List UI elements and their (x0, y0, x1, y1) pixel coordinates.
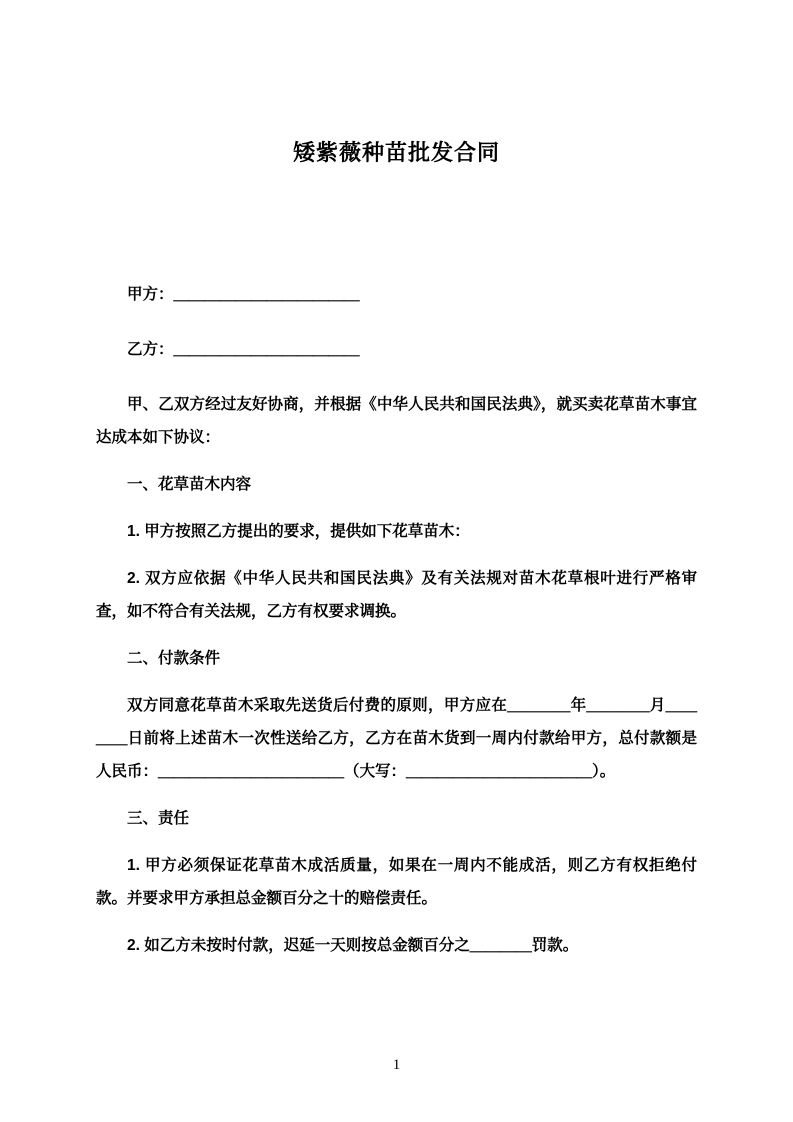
section-1-heading: 一、花草苗木内容 (127, 476, 252, 493)
section-2-body: 双方同意花草苗木采取先送货后付费的原则，甲方应在＿＿＿＿年＿＿＿＿月＿＿＿＿日前将上述苗木一次性送给乙方，乙方在苗木货到一周内付款给甲方，总付款额是人民币：＿＿＿＿＿＿＿＿＿＿＿＿（大写：＿＿＿＿＿＿＿＿＿＿＿＿）。 (96, 697, 697, 780)
section-3-item-2: 2. 如乙方未按时付款，迟延一天则按总金额百分之＿＿＿＿罚款。 (127, 937, 579, 954)
intro-paragraph: 甲、乙双方经过友好协商，并根据《中华人民共和国民法典》，就买卖花草苗木事宜达成本如下协议： (96, 396, 697, 446)
section-1-item-1: 1. 甲方按照乙方提出的要求，提供如下花草苗木： (127, 523, 470, 540)
section-2-heading: 二、付款条件 (127, 650, 221, 667)
party-a-line: 甲方：＿＿＿＿＿＿＿＿＿＿＿＿ (127, 286, 360, 303)
section-3-item-1: 1. 甲方必须保证花草苗木成活质量，如果在一周内不能成活，则乙方有权拒绝付款。并要求甲方承担总金额百分之十的赔偿责任。 (96, 857, 697, 907)
section-1-item-2: 2. 双方应依据《中华人民共和国民法典》及有关法规对苗木花草根叶进行严格审查，如不符合有关法规，乙方有权要求调换。 (96, 570, 697, 620)
document-title: 矮紫薇种苗批发合同 (292, 140, 500, 165)
party-b-line: 乙方：＿＿＿＿＿＿＿＿＿＿＿＿ (127, 341, 360, 358)
section-3-heading: 三、责任 (127, 810, 190, 827)
page-number: 1 (392, 1057, 401, 1073)
